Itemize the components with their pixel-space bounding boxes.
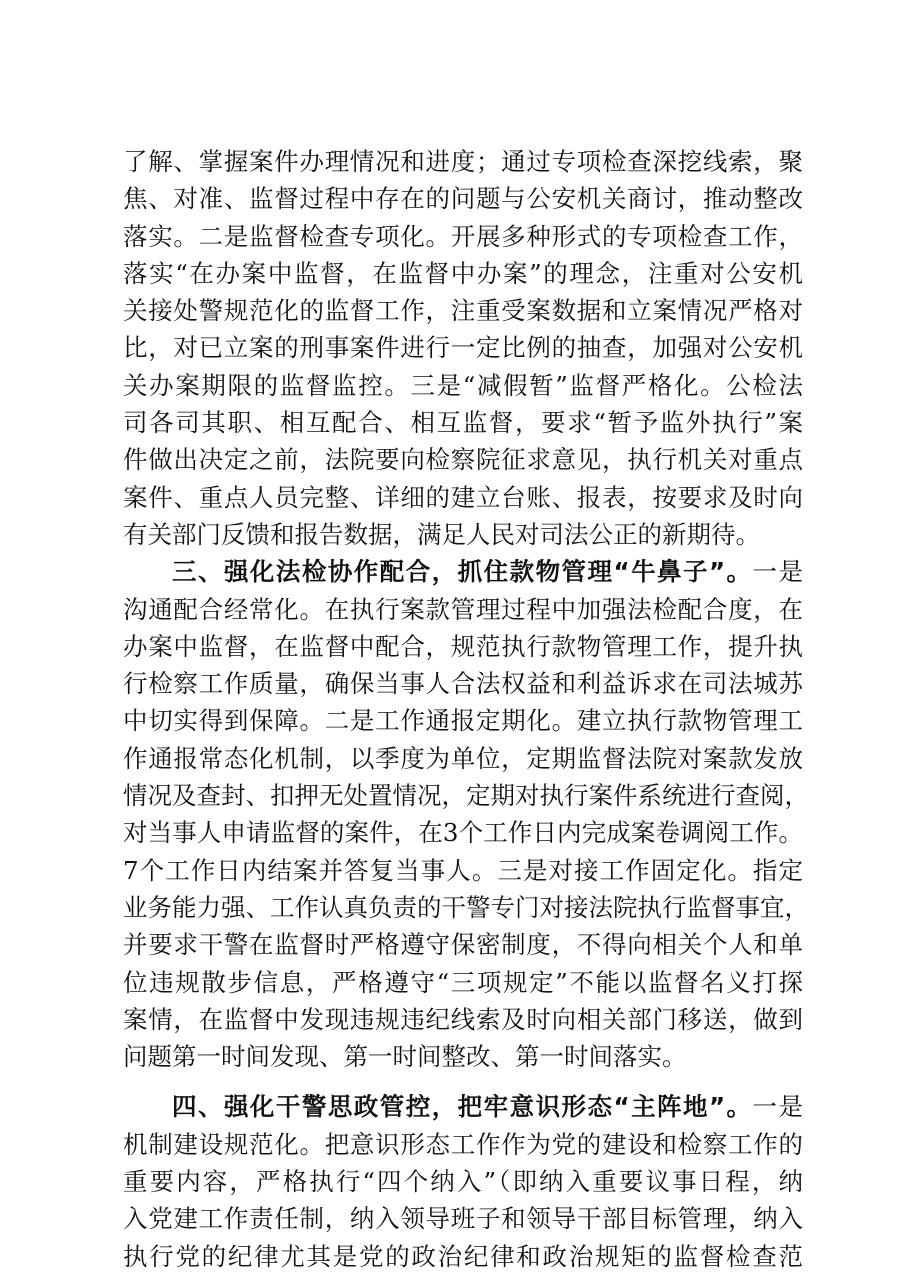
text-line: 沟通配合经常化。在执行案款管理过程中加强法检配合度，在: [123, 594, 803, 624]
heading-line: [123, 553, 803, 590]
text-line: 情况及查封、扣押无处置情况，定期对执行案件系统进行查阅，: [123, 781, 809, 811]
text-line: 并要求干警在监督时严格遵守保密制度，不得向相关个人和单: [123, 930, 803, 960]
text-line: 焦、对准、监督过程中存在的问题与公安机关商讨，推动整改: [123, 184, 803, 214]
text-line: 件做出决定之前，法院要向检察院征求意见，执行机关对重点: [123, 445, 803, 475]
text-line: 关接处警规范化的监督工作，注重受案数据和立案情况严格对: [123, 296, 803, 326]
text-line: 入党建工作责任制，纳入领导班子和领导干部目标管理，纳入: [123, 1204, 803, 1234]
document-body: [123, 143, 809, 1275]
text-line: 有关部门反馈和报告数据，满足人民对司法公正的新期待。: [123, 519, 760, 549]
text-line: 行检察工作质量，确保当事人合法权益和利益诉求在司法城苏: [123, 669, 803, 699]
text-line: 机制建设规范化。把意识形态工作作为党的建设和检察工作的: [123, 1129, 803, 1159]
text-line: 问题第一时间发现、第一时间整改、第一时间落实。: [123, 1042, 687, 1072]
text-line: 作通报常态化机制，以季度为单位，定期监督法院对案款发放: [123, 743, 803, 773]
text-line: 司各司其职、相互配合、相互监督，要求“暂予监外执行”案: [123, 408, 803, 438]
text-line: 中切实得到保障。二是工作通报定期化。建立执行款物管理工: [123, 706, 803, 736]
text-line: 关办案期限的监督监控。三是“减假暂”监督严格化。公检法: [123, 370, 803, 400]
section-heading-4: 四、强化干警思政管控，把牢意识形态“主阵地”。: [172, 1092, 753, 1122]
text-line: 案情，在监督中发现违规违纪线索及时向相关部门移送，做到: [123, 1004, 803, 1034]
paragraph-1: [123, 143, 803, 553]
text-line: 7个工作日内结案并答复当事人。三是对接工作固定化。指定: [123, 855, 803, 885]
text-line: 案件、重点人员完整、详细的建立台账、报表，按要求及时向: [123, 482, 803, 512]
paragraph-2: [123, 553, 809, 1075]
paragraph-spacing: [123, 1075, 803, 1088]
heading-line-rest: 一是: [752, 557, 804, 587]
text-line: 落实。二是监督检查专项化。开展多种形式的专项检查工作，: [123, 221, 803, 251]
text-line: 位违规散步信息，严格遵守“三项规定”不能以监督名义打探: [123, 967, 803, 997]
text-line: 业务能力强、工作认真负责的干警专门对接法院执行监督事宜，: [123, 892, 809, 922]
heading-line-rest: 一是: [752, 1092, 804, 1122]
text-line: 比，对已立案的刑事案件进行一定比例的抽查，加强对公安机: [123, 333, 803, 363]
heading-line: [123, 1088, 803, 1125]
section-heading-3: 三、强化法检协作配合，抓住款物管理“牛鼻子”。: [172, 557, 753, 587]
text-line: 办案中监督，在监督中配合，规范执行款物管理工作，提升执: [123, 631, 803, 661]
text-line: 了解、掌握案件办理情况和进度；通过专项检查深挖线索，聚: [123, 147, 803, 176]
text-line: 重要内容，严格执行“四个纳入”（即纳入重要议事日程，纳: [123, 1167, 803, 1197]
paragraph-3: [123, 1088, 803, 1274]
text-line: 落实“在办案中监督，在监督中办案”的理念，注重对公安机: [123, 258, 803, 288]
text-line: 对当事人申请监督的案件，在3个工作日内完成案卷调阅工作。: [123, 818, 803, 848]
text-line: 执行党的纪律尤其是党的政治纪律和政治规矩的监督检查范: [123, 1241, 803, 1271]
